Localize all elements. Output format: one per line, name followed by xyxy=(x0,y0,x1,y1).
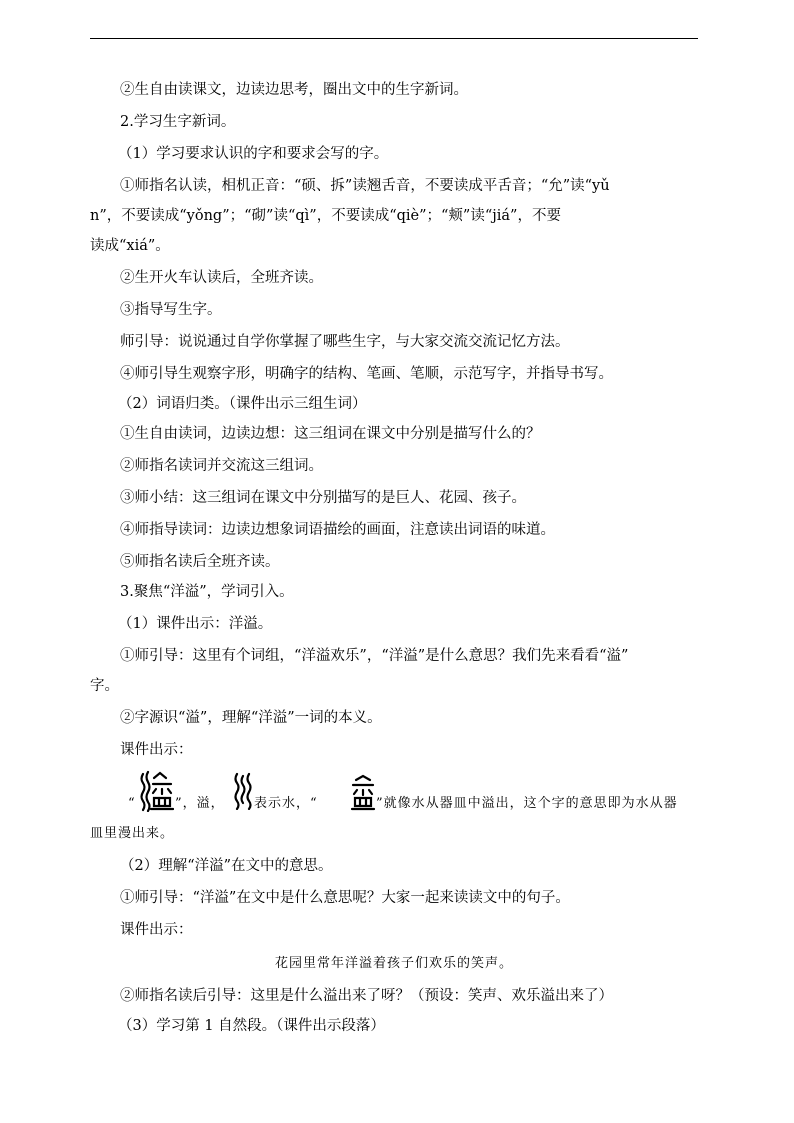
paragraph: ①师引导：这里有个词组，“洋溢欢乐”，“洋溢”是什么意思？我们先来看看“溢” xyxy=(120,648,629,664)
paragraph: ①师引导：“洋溢”在文中是什么意思呢？大家一起来读读文中的句子。 xyxy=(120,890,570,906)
quoted-sentence: 花园里常年洋溢着孩子们欢乐的笑声。 xyxy=(274,956,513,971)
paragraph: ①师指名认读，相机正音：“硕、拆”读翘舌音，不要读成平舌音；“允”读“yǔ xyxy=(120,178,610,194)
glyph-caption: 表示水，“ xyxy=(254,796,318,811)
header-rule xyxy=(90,38,698,39)
paragraph: ②字源识“溢”，理解“洋溢”一词的本义。 xyxy=(120,710,382,726)
ancient-vessel-glyph-icon xyxy=(350,774,376,812)
paragraph: ②师指名读后引导：这里是什么溢出来了呀？（预设：笑声、欢乐溢出来了） xyxy=(120,988,613,1004)
glyph-caption: ”就像水从器皿中溢出，这个字的意思即为水从器 xyxy=(376,796,678,811)
section-heading: 2.学习生字新词。 xyxy=(120,114,236,130)
paragraph: 课件出示： xyxy=(120,922,193,938)
glyph-caption: ”，溢， xyxy=(175,796,225,811)
ancient-yi-glyph-icon xyxy=(138,770,174,812)
paragraph: 师引导：说说通过自学你掌握了哪些生字，与大家交流交流记忆方法。 xyxy=(120,334,570,350)
subsection-heading: （2）理解“洋溢”在文中的意思。 xyxy=(120,858,333,874)
subsection-heading: （1）学习要求认识的字和要求会写的字。 xyxy=(118,146,389,162)
paragraph: ②师指名读词并交流这三组词。 xyxy=(120,458,323,474)
paragraph: ④师引导生观察字形，明确字的结构、笔画、笔顺，示范写字，并指导书写。 xyxy=(120,366,613,382)
paragraph: ③师小结：这三组词在课文中分别描写的是巨人、花园、孩子。 xyxy=(120,490,526,506)
paragraph: ④师指导读词：边读边想象词语描绘的画面，注意读出词语的味道。 xyxy=(120,522,555,538)
paragraph: ③指导写生字。 xyxy=(120,302,222,318)
subsection-heading: （1）课件出示：洋溢。 xyxy=(118,616,273,632)
paragraph: 字。 xyxy=(90,678,119,694)
paragraph: ①生自由读词，边读边想：这三组词在课文中分别是描写什么的？ xyxy=(120,426,541,442)
ancient-water-glyph-icon xyxy=(232,772,254,810)
paragraph: 课件出示： xyxy=(120,742,193,758)
open-quote: “ xyxy=(128,796,136,811)
paragraph: ②生开火车认读后，全班齐读。 xyxy=(120,270,323,286)
paragraph: 读成“xiá”。 xyxy=(90,238,170,254)
subsection-heading: （2）词语归类。（课件出示三组生词） xyxy=(118,396,367,412)
paragraph: n”，不要读成“yǒng”；“砌”读“qì”，不要读成“qiè”；“颊”读“jiá”，不要 xyxy=(90,208,561,224)
subsection-heading: （3）学习第 1 自然段。（课件出示段落） xyxy=(118,1018,385,1034)
paragraph: ②生自由读课文，边读边思考，圈出文中的生字新词。 xyxy=(120,82,468,98)
glyph-explanation-line: 皿里漫出来。 xyxy=(90,826,175,841)
section-heading: 3.聚焦“洋溢”，学词引入。 xyxy=(120,584,294,600)
paragraph: ⑤师指名读后全班齐读。 xyxy=(120,554,280,570)
